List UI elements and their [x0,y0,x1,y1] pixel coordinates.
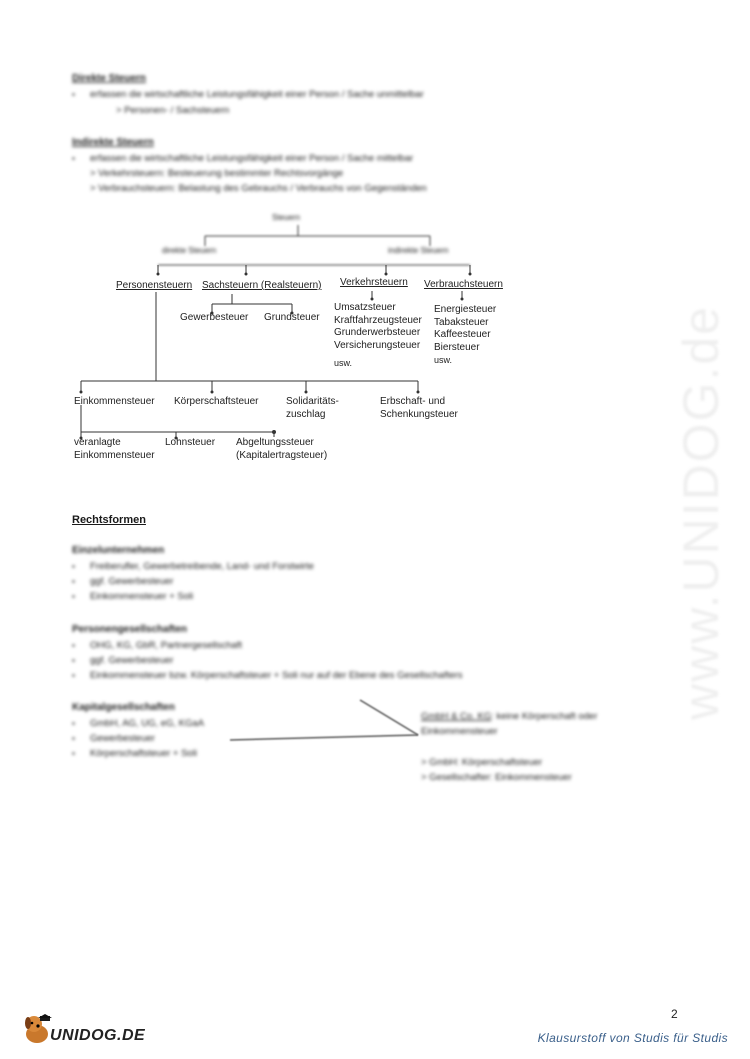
tree-soli [286,396,339,421]
note-line: > GmbH: Körperschaftsteuer [421,757,543,768]
rechtsformen-heading: Rechtsformen [72,514,146,526]
verbrauch-item: Tabaksteuer [434,316,489,328]
tree-verbrauch-list [434,304,496,367]
verbrauch-item: Biersteuer [434,341,480,353]
note-title [421,711,597,722]
soli-line: Solidaritäts- [286,396,339,407]
tree-verbrauchsteuern: Verbrauchsteuern [424,279,503,290]
direct-tax-sub: > Personen- / Sachsteuern [116,105,230,116]
dog-mascot-icon [20,1012,54,1046]
verkehr-item: Umsatzsteuer [334,302,396,313]
verkehr-item: Versicherungsteuer [334,339,421,351]
abgeltung-line: Abgeltungssteuer [236,437,314,448]
indirect-tax-bullet: ▪ erfassen die wirtschaftliche Leistungsfähigkeit einer Person / Sache mittelbar [90,153,413,164]
einzel-item: ▪ ggf. Gewerbesteuer [90,576,173,587]
veranlagte-line: veranlagte [74,437,121,448]
personen-item: ▪ Einkommensteuer bzw. Körperschaftsteuer + Soli nur auf der Ebene des Gesellschafters [90,670,463,681]
tree-root: Steuern [272,213,301,222]
footer-tagline: Klausurstoff von Studis für Studis [537,1031,728,1045]
tree-gewerbesteuer: Gewerbesteuer [180,312,249,323]
logo-wordmark: UNIDOG.DE [50,1027,146,1044]
tree-verkehr-etc: usw. [334,358,353,368]
tree-einkommensteuer: Einkommensteuer [74,396,155,407]
indirect-tax-sub1: > Verkehrsteuern: Besteuerung bestimmter Rechtsvorgänge [90,168,344,179]
indirect-tax-sub2: > Verbrauchsteuern: Belastung des Gebrauchs / Verbrauchs von Gegenständen [90,183,427,194]
indirect-tax-heading: Indirekte Steuern [72,137,154,148]
page-number: 2 [671,1007,678,1021]
tree-indirect-branch: indirekte Steuern [388,246,449,255]
tree-veranlagte [74,437,155,462]
personen-item: ▪ ggf. Gewerbesteuer [90,655,173,666]
tree-verkehr-list [334,302,422,352]
direct-tax-bullet: ▪ erfassen die wirtschaftliche Leistungsfähigkeit einer Person / Sache unmittelbar [90,89,424,100]
verbrauch-item: Energiesteuer [434,304,497,315]
personen-item: ▪ OHG, KG, GbR, Partnergesellschaft [90,640,242,651]
watermark-text: www.UNIDOG.de [673,305,729,720]
tree-sachsteuern: Sachsteuern (Realsteuern) [202,280,322,291]
kapital-item: ▪ Gewerbesteuer [90,733,155,744]
tree-grundsteuer: Grundsteuer [264,312,320,323]
note-line: Einkommensteuer [421,726,498,737]
tree-abgeltung [236,437,327,462]
tree-erbschaft [380,396,458,421]
einzel-heading: Einzelunternehmen [72,545,165,556]
tree-koerperschaftsteuer: Körperschaftsteuer [174,396,259,407]
verkehr-item: Grunderwerbsteuer [334,327,421,338]
note-title-rest: : keine Körperschaft oder [491,711,598,722]
tree-direct-branch: direkte Steuern [162,246,217,255]
erbschaft-line: Erbschaft- und [380,396,446,407]
tree-lohnsteuer: Lohnsteuer [165,437,216,448]
note-title-underlined: GmbH & Co. KG [421,711,492,722]
verbrauch-item: Kaffeesteuer [434,329,491,340]
personen-heading: Personengesellschaften [72,624,188,635]
verkehr-item: Kraftfahrzeugsteuer [334,314,422,326]
direct-tax-heading: Direkte Steuern [72,73,146,84]
kapital-item: ▪ Körperschaftsteuer + Soli [90,748,197,759]
veranlagte-line: Einkommensteuer [74,449,155,461]
tree-verkehrsteuern: Verkehrsteuern [340,277,408,288]
abgeltung-line: (Kapitalertragsteuer) [236,449,328,461]
erbschaft-line: Schenkungsteuer [380,408,458,420]
kapital-item: ▪ GmbH, AG, UG, eG, KGaA [90,718,204,729]
kapital-heading: Kapitalgesellschaften [72,702,175,713]
unidog-logo [20,1012,54,1046]
tree-personensteuern: Personensteuern [116,280,193,291]
verbrauch-item: usw. [434,355,453,365]
note-line: > Gesellschafter: Einkommensteuer [421,772,572,783]
soli-line: zuschlag [286,408,326,420]
einzel-item: ▪ Freiberufler, Gewerbetreibende, Land- und Forstwirte [90,561,314,572]
einzel-item: ▪ Einkommensteuer + Soli [90,591,193,602]
